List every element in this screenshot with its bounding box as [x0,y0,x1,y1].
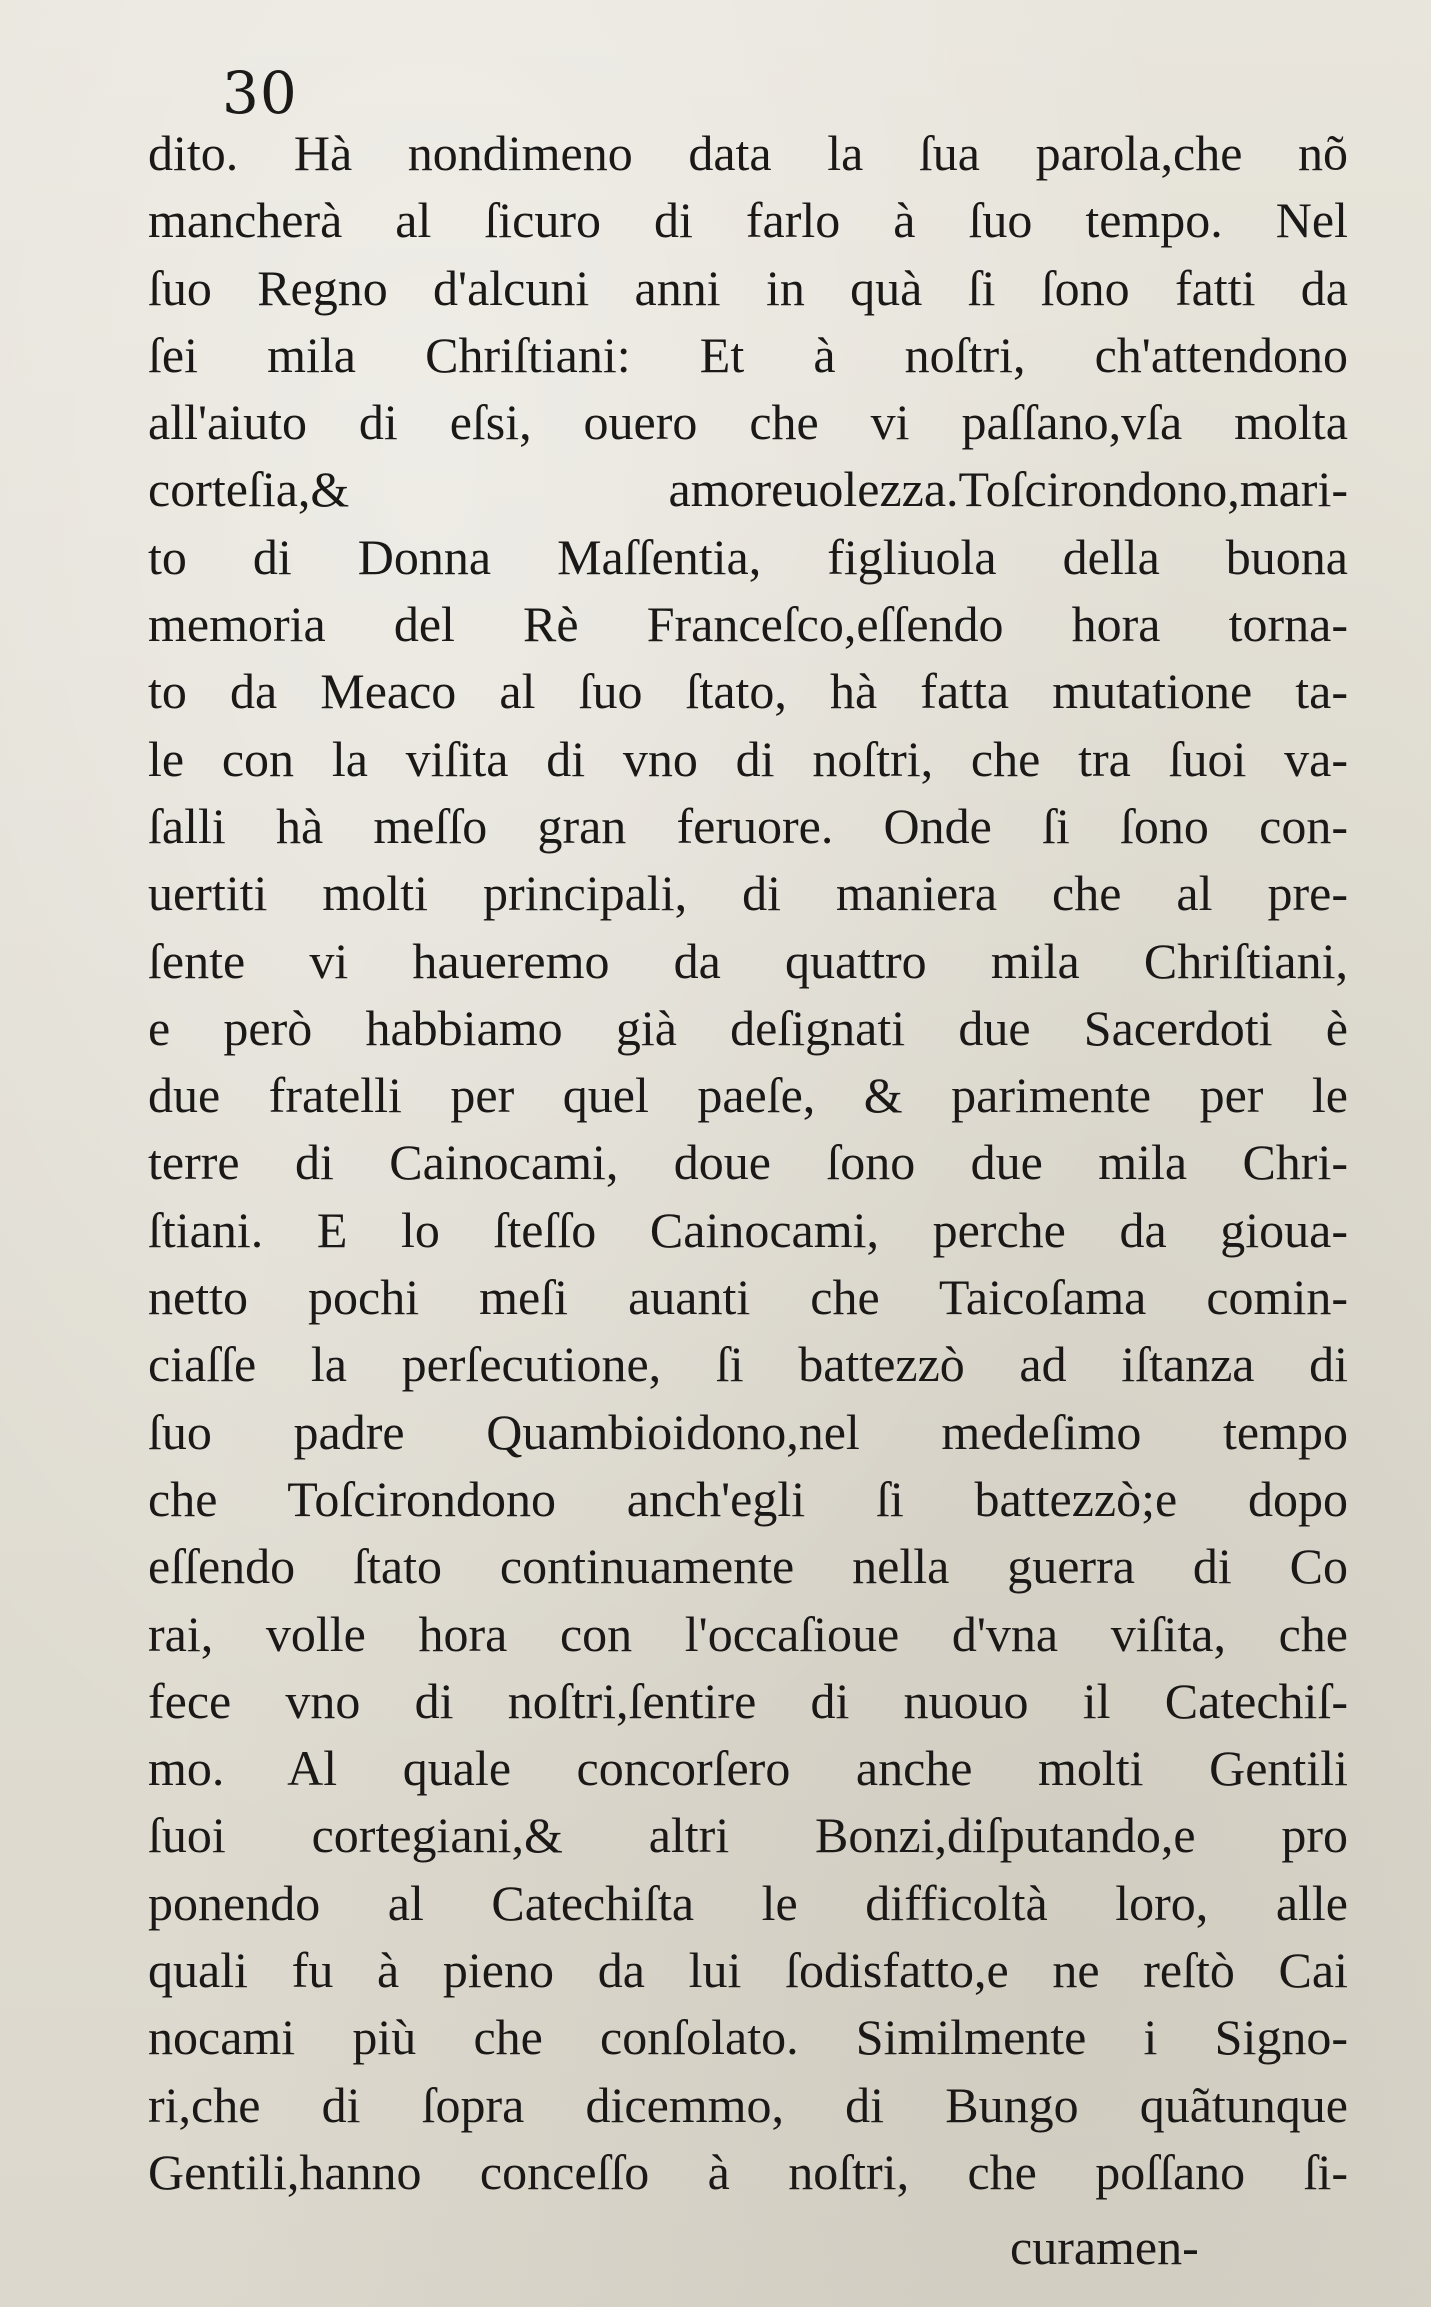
text-line: ſei mila Chriſtiani: Et à noſtri, ch'attendono [148,326,1348,383]
text-line: ſuo padre Quambioidono,nel medeſimo tempo [148,1403,1348,1460]
text-line: nocami più che conſolato. Similmente i Signo- [148,2009,1348,2066]
text-line: le con la viſita di vno di noſtri, che tra ſuoi va- [148,730,1348,787]
text-line: ſalli hà meſſo gran feruore. Onde ſi ſono con- [148,797,1348,854]
text-line: ſente vi haueremo da quattro mila Chriſtiani, [148,932,1348,989]
text-line: ri,che di ſopra dicemmo, di Bungo quãtunque [148,2076,1348,2133]
text-line: ciaſſe la perſecutione, ſi battezzò ad iſtanza di [148,1336,1348,1393]
text-line: mo. Al quale concorſero anche molti Gentili [148,1740,1348,1797]
text-line: uertiti molti principali, di maniera che al pre- [148,865,1348,922]
text-line: ſuoi cortegiani,& altri Bonzi,diſputando,e pro [148,1807,1348,1864]
text-line: e però habbiamo già deſignati due Sacerdoti è [148,999,1348,1056]
text-line: eſſendo ſtato continuamente nella guerra di Co [148,1538,1348,1595]
text-line: ſtiani. E lo ſteſſo Cainocami, perche da gioua- [148,1201,1348,1258]
text-line: corteſia,& amoreuolezza.Toſcirondono,mari- [148,461,1348,518]
text-line: Gentili,hanno conceſſo à noſtri, che poſſano ſi- [148,2143,1348,2200]
text-line: mancherà al ſicuro di farlo à ſuo tempo. Nel [148,192,1348,249]
text-line: memoria del Rè Franceſco,eſſendo hora torna- [148,596,1348,653]
page-number: 30 [222,59,298,127]
text-line: netto pochi meſi auanti che Taicoſama comin- [148,1269,1348,1326]
text-line: to di Donna Maſſentia, figliuola della buona [148,528,1348,585]
text-line: ſuo Regno d'alcuni anni in quà ſi ſono fatti da [148,259,1348,316]
text-line: fece vno di noſtri,ſentire di nuouo il Catechiſ- [148,1672,1348,1729]
text-line: quali fu à pieno da lui ſodisfatto,e ne reſtò Cai [148,1942,1348,1999]
text-line: rai, volle hora con l'occaſioue d'vna viſita, che [148,1605,1348,1662]
text-line: terre di Cainocami, doue ſono due mila Chri- [148,1134,1348,1191]
text-line: to da Meaco al ſuo ſtato, hà fatta mutatione ta- [148,663,1348,720]
body-text [148,120,1348,2206]
catchword: curamen- [1010,2219,1199,2275]
text-line: dito. Hà nondimeno data la ſua parola,che nõ [148,125,1348,181]
text-line: che Toſcirondono anch'egli ſi battezzò;e dopo [148,1470,1348,1527]
text-line: ponendo al Catechiſta le difficoltà loro, alle [148,1874,1348,1931]
text-line: due fratelli per quel paeſe, & parimente per le [148,1067,1348,1124]
text-line: all'aiuto di eſsi, ouero che vi paſſano,vſa molta [148,394,1348,451]
